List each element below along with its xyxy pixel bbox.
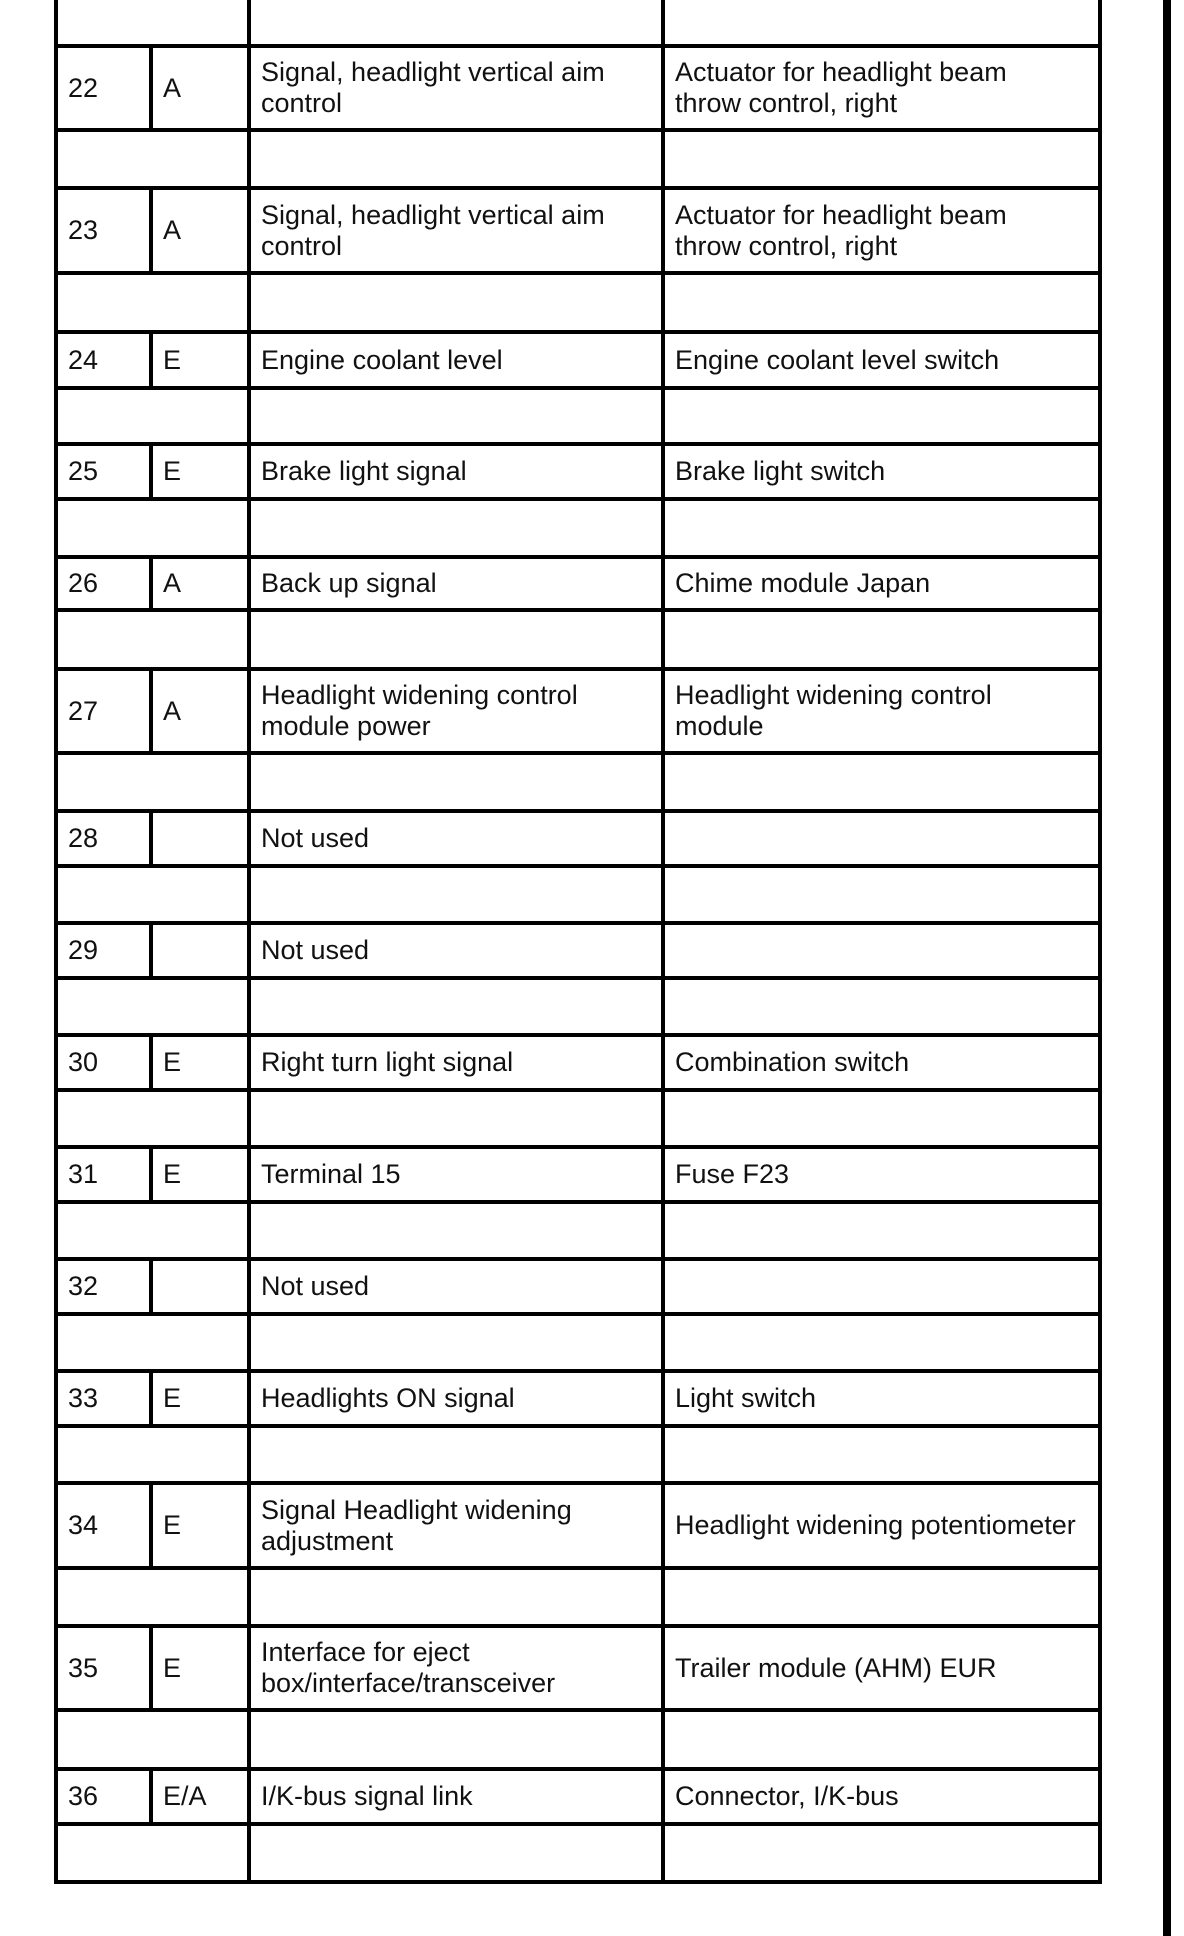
connection-cell: Light switch [675,1383,817,1413]
connection-cell: Headlight widening control module [675,680,992,741]
table-rule [54,1200,1102,1204]
type-column-rule [149,1767,153,1826]
connection-cell: Combination switch [675,1047,910,1077]
signal-type-cell [163,813,243,864]
connection-cell: Brake light switch [675,456,886,486]
connection-cell: Actuator for headlight beam throw control, right [675,199,1007,261]
description-cell: Not used [261,823,370,853]
type-column-rule [149,1481,153,1570]
pin-number-cell: 22 [68,72,99,103]
type-column-rule [149,921,153,980]
signal-type-cell [163,925,243,976]
signal-type-cell: A [163,72,182,103]
connection-cell: Chime module Japan [675,568,931,598]
table-rule [54,1312,1102,1316]
connection-cell: Connector, I/K-bus [675,1781,899,1811]
pin-number-cell: 29 [68,935,99,965]
table-rule [54,1566,1102,1570]
pin-number-cell: 27 [68,695,99,726]
pin-number-cell: 32 [68,1271,99,1301]
type-column-rule [149,1257,153,1316]
table-rule [54,751,1102,755]
table-rule [54,386,1102,390]
connection-cell [675,925,1094,976]
type-column-rule [149,330,153,390]
signal-type-cell: E [163,1047,182,1077]
description-cell: Not used [261,1271,370,1301]
signal-type-cell [163,1261,243,1312]
table-rule [54,1822,1102,1826]
description-cell: Back up signal [261,568,437,598]
signal-type-cell: E [163,456,182,486]
description-cell: Interface for eject box/interface/transceiver [261,1637,556,1698]
signal-type-cell: A [163,215,182,245]
pin-number-cell: 28 [68,823,99,853]
signal-type-cell: E [163,1159,182,1189]
pin-number-cell: 31 [68,1159,99,1189]
page-edge-bar [1163,0,1171,1936]
table-rule [54,1708,1102,1712]
pin-number-cell: 30 [68,1047,99,1077]
pin-number-cell: 34 [68,1510,99,1540]
pin-number-cell: 24 [68,344,99,375]
description-cell: Headlight widening control module power [261,680,578,741]
signal-type-cell: E/A [163,1781,207,1811]
table-rule [54,608,1102,612]
table-rule [54,497,1102,501]
connection-cell: Actuator for headlight beam throw control, right [675,57,1007,118]
type-column-rule [149,44,153,132]
connection-cell: Engine coolant level switch [675,344,1000,375]
signal-type-cell: E [163,1510,182,1540]
signal-type-cell: E [163,1383,182,1413]
signal-type-cell: E [163,1652,182,1683]
description-cell: Right turn light signal [261,1047,514,1077]
type-column-rule [149,1145,153,1204]
type-column-rule [149,1369,153,1428]
table-rule [54,976,1102,980]
description-cell: Headlights ON signal [261,1383,515,1413]
description-cell: Signal Headlight widening adjustment [261,1494,572,1556]
connection-cell: Fuse F23 [675,1159,790,1189]
type-column-rule [149,186,153,275]
type-column-rule [149,667,153,755]
pin-number-cell: 26 [68,568,99,598]
connection-cell: Headlight widening potentiometer [675,1510,1076,1540]
type-column-rule [149,1033,153,1092]
pin-assignment-table [54,0,1102,1884]
table-rule [54,128,1102,132]
pin-number-cell: 36 [68,1781,99,1811]
signal-type-cell: E [163,344,182,375]
column-rule [54,0,58,1884]
column-rule [1098,0,1102,1884]
connection-cell [675,813,1094,864]
connection-cell: Trailer module (AHM) EUR [675,1652,997,1683]
type-column-rule [149,1624,153,1712]
type-column-rule [149,809,153,868]
table-rule [54,271,1102,275]
type-column-rule [149,442,153,501]
type-column-rule [149,555,153,612]
table-rule [54,1880,1102,1884]
description-cell: Engine coolant level [261,344,503,375]
description-cell: I/K-bus signal link [261,1781,473,1811]
pin-number-cell: 25 [68,456,99,486]
description-cell: Signal, headlight vertical aim control [261,199,605,261]
connection-cell [675,1261,1094,1312]
column-rule [661,0,665,1884]
description-cell: Terminal 15 [261,1159,401,1189]
table-rule [54,1088,1102,1092]
pin-number-cell: 23 [68,215,99,245]
pin-number-cell: 35 [68,1652,99,1683]
column-rule [247,0,251,1884]
description-cell: Brake light signal [261,456,467,486]
table-rule [54,864,1102,868]
signal-type-cell: A [163,568,182,598]
description-cell: Not used [261,935,370,965]
description-cell: Signal, headlight vertical aim control [261,57,605,118]
table-rule [54,1424,1102,1428]
pin-number-cell: 33 [68,1383,99,1413]
signal-type-cell: A [163,695,182,726]
